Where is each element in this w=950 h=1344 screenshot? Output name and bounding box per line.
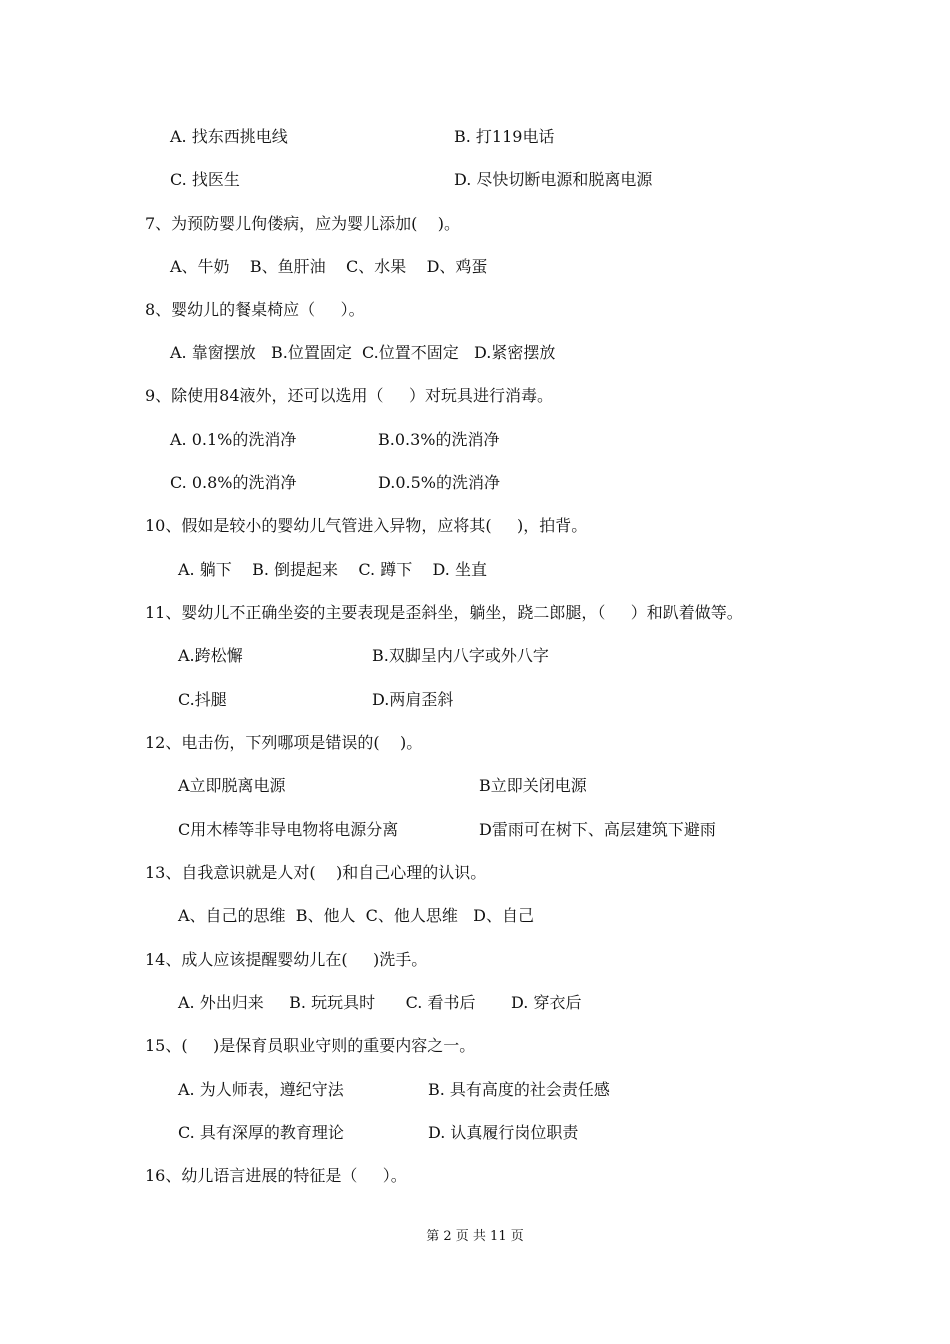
question-14: 14、成人应该提醒婴幼儿在( )洗手。	[145, 950, 428, 969]
question-15: 15、( )是保育员职业守则的重要内容之一。	[145, 1036, 476, 1055]
q13-options: A、自己的思维 B、他人 C、他人思维 D、自己	[178, 906, 534, 925]
q7-options: A、牛奶 B、鱼肝油 C、水果 D、鸡蛋	[170, 257, 488, 276]
question-8: 8、婴幼儿的餐桌椅应（ ）。	[145, 300, 365, 319]
q6-option-d: D. 尽快切断电源和脱离电源	[454, 170, 653, 189]
q12-option-b: B立即关闭电源	[479, 776, 587, 795]
question-7: 7、为预防婴儿佝偻病，应为婴儿添加( )。	[145, 214, 461, 233]
q11-option-a: A.跨松懈	[178, 646, 243, 665]
question-10: 10、假如是较小的婴幼儿气管进入异物，应将其( )，拍背。	[145, 516, 588, 535]
question-11: 11、婴幼儿不正确坐姿的主要表现是歪斜坐，躺坐，跷二郎腿，（ ）和趴着做等。	[145, 603, 743, 622]
q14-options: A. 外出归来 B. 玩玩具时 C. 看书后 D. 穿衣后	[178, 993, 582, 1012]
q15-option-c: C. 具有深厚的教育理论	[178, 1123, 344, 1142]
q10-options: A. 躺下 B. 倒提起来 C. 蹲下 D. 坐直	[178, 560, 487, 579]
q9-option-d: D.0.5%的洗消净	[378, 473, 500, 492]
q9-option-a: A. 0.1%的洗消净	[170, 430, 297, 449]
q15-option-b: B. 具有高度的社会责任感	[428, 1080, 610, 1099]
q12-option-a: A立即脱离电源	[178, 776, 286, 795]
q8-options: A. 靠窗摆放 B.位置固定 C.位置不固定 D.紧密摆放	[170, 343, 556, 362]
question-16: 16、幼儿语言进展的特征是（ ）。	[145, 1166, 407, 1185]
q11-option-b: B.双脚呈内八字或外八字	[372, 646, 549, 665]
q6-option-c: C. 找医生	[170, 170, 240, 189]
page-number-footer: 第 2 页 共 11 页	[426, 1229, 524, 1244]
q12-option-d: D雷雨可在树下、高层建筑下避雨	[479, 820, 716, 839]
q11-option-d: D.两肩歪斜	[372, 690, 454, 709]
q9-option-b: B.0.3%的洗消净	[378, 430, 500, 449]
q6-option-a: A. 找东西挑电线	[170, 127, 288, 146]
q15-option-a: A. 为人师表，遵纪守法	[178, 1080, 344, 1099]
question-12: 12、电击伤，下列哪项是错误的( )。	[145, 733, 423, 752]
q11-option-c: C.抖腿	[178, 690, 227, 709]
question-13: 13、自我意识就是人对( )和自己心理的认识。	[145, 863, 487, 882]
q12-option-c: C用木棒等非导电物将电源分离	[178, 820, 399, 839]
q6-option-b: B. 打119电话	[454, 127, 555, 146]
q9-option-c: C. 0.8%的洗消净	[170, 473, 297, 492]
question-9: 9、除使用84液外，还可以选用（ ）对玩具进行消毒。	[145, 386, 553, 405]
q15-option-d: D. 认真履行岗位职责	[428, 1123, 579, 1142]
